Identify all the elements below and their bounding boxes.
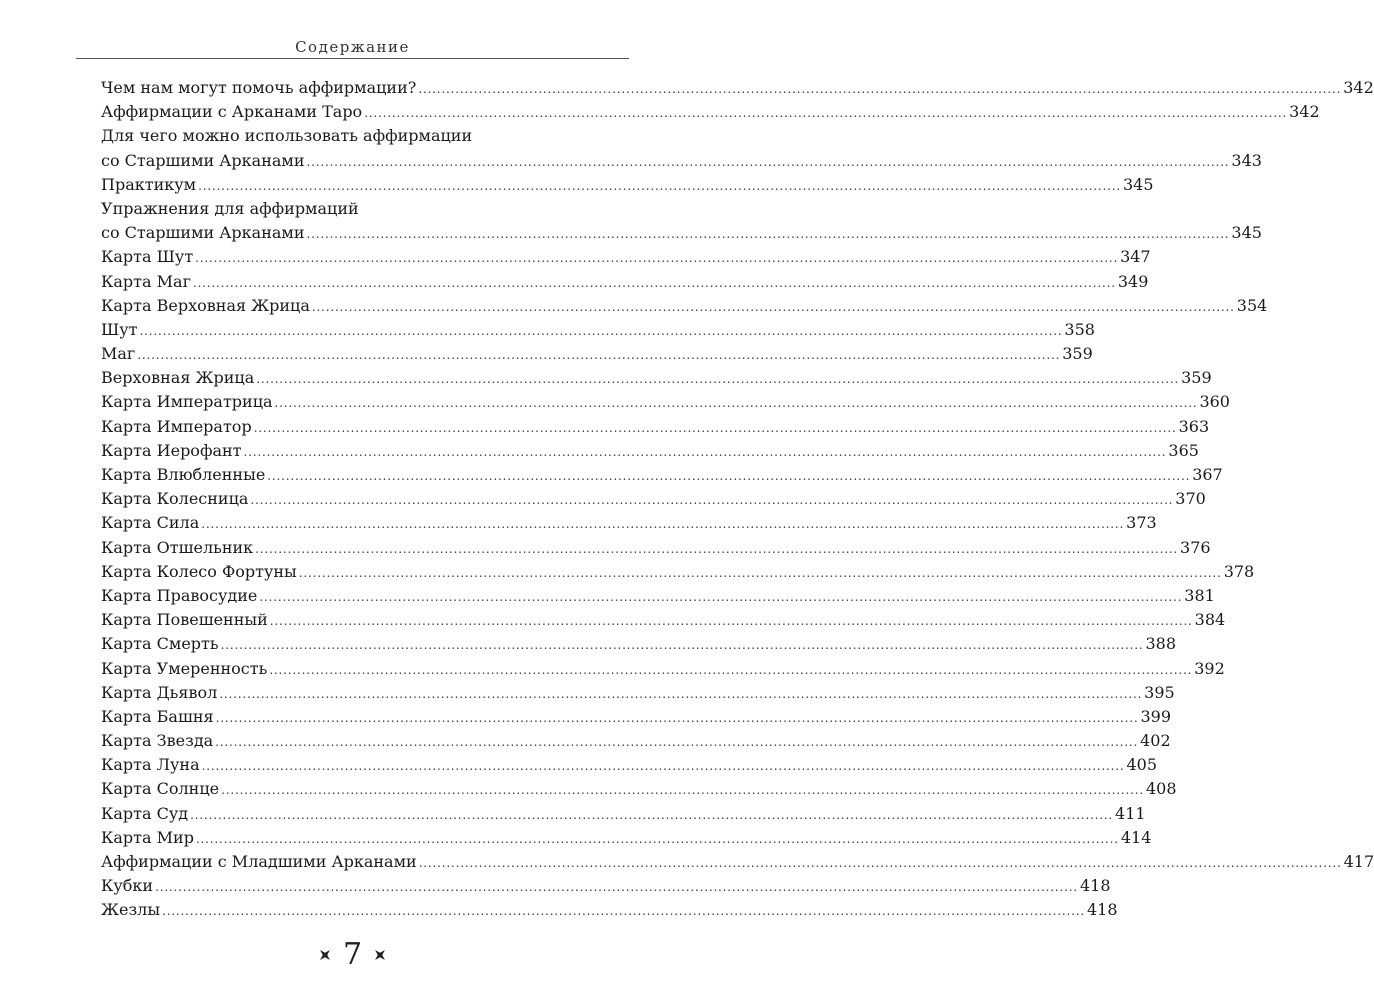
toc-entry-title: Карта Луна [101, 755, 200, 775]
toc-dot-leader: ........................................................................................................................................................................................................ [139, 323, 1063, 338]
toc-dot-leader: ........................................................................................................................................................................................................ [198, 178, 1121, 193]
toc-entry [101, 874, 1111, 898]
toc-entry-title: Карта Влюбленные [101, 465, 266, 484]
toc-dot-leader: ........................................................................................................................................................................................................ [155, 880, 1078, 895]
toc-entry [101, 366, 1212, 390]
toc-entry-continuation [101, 197, 628, 221]
toc-dot-leader: ........................................................................................................................................................................................................ [195, 251, 1119, 266]
toc-entry-title: Практикум [101, 174, 197, 194]
toc-page-number: 399 [1140, 706, 1172, 726]
toc-entry [101, 777, 1177, 801]
toc-dot-leader: ........................................................................................................................................................................................................ [274, 396, 1198, 411]
toc-entry [101, 511, 1157, 535]
toc-page-number: 392 [1194, 658, 1225, 678]
toc-entry [101, 826, 1152, 850]
toc-entry [101, 850, 1374, 874]
toc-page-number: 358 [1064, 319, 1095, 339]
toc-dot-leader: ........................................................................................................................................................................................................ [269, 614, 1193, 629]
toc-dot-leader: ........................................................................................................................................................................................................ [243, 444, 1167, 459]
toc-entry-title: Карта Императрица [101, 392, 273, 412]
toc-page-number: 365 [1168, 440, 1199, 460]
toc-page-number: 345 [1231, 223, 1262, 243]
toc-entry [101, 100, 1320, 124]
toc-dot-leader: ........................................................................................................................................................................................................ [215, 735, 1139, 750]
toc-entry [101, 221, 1262, 245]
toc-page-number: 418 [1079, 876, 1111, 896]
toc-page-number: 343 [1231, 150, 1262, 170]
toc-entry [101, 270, 1149, 294]
ornament-left-icon [318, 948, 332, 962]
toc-page-number: 345 [1123, 174, 1154, 194]
toc-page-number: 395 [1144, 682, 1175, 702]
toc-entry-title: Кубки [101, 876, 154, 896]
toc-dot-leader: ........................................................................................................................................................................................................ [201, 517, 1125, 532]
toc-dot-leader: ........................................................................................................................................................................................................ [364, 106, 1288, 121]
toc-entry [101, 173, 1154, 197]
toc-page-number: 363 [1178, 416, 1210, 436]
toc-entry [101, 584, 1215, 608]
toc-dot-leader: ........................................................................................................................................................................................................ [195, 831, 1119, 846]
toc-page-number: 360 [1199, 392, 1230, 412]
toc-entry-title: Карта Мир [101, 827, 194, 847]
toc-entry [101, 753, 1158, 777]
toc-entry-title: Карта Верховная Жрица [101, 295, 310, 315]
toc-entry [101, 439, 1199, 463]
toc-page-number: 408 [1146, 779, 1177, 799]
toc-entry [101, 632, 1177, 656]
toc-entry-title: Карта Умеренность [101, 658, 268, 678]
toc-dot-leader: ........................................................................................................................................................................................................ [267, 469, 1191, 483]
toc-entry-title: Верховная Жрица [101, 368, 255, 388]
toc-page-number: 384 [1194, 610, 1226, 630]
toc-entry [101, 390, 1230, 414]
toc-dot-leader: ........................................................................................................................................................................................................ [255, 541, 1179, 556]
toc-entry-title: Карта Иерофант [101, 440, 242, 460]
toc-page-number: 417 [1343, 852, 1374, 871]
toc-entry [101, 657, 1225, 681]
toc-entry [101, 294, 1268, 318]
toc-entry [101, 560, 1255, 584]
toc-page-number: 349 [1117, 271, 1149, 291]
toc-entry-title: Карта Император [101, 416, 252, 436]
toc-dot-leader: ........................................................................................................................................................................................................ [192, 275, 1116, 290]
toc-page-number: 342 [1343, 78, 1374, 97]
toc-entry-title: со Старшими Арканами [101, 223, 305, 243]
toc-entry-title: Для чего можно использовать аффирмации [101, 126, 473, 146]
toc-page-number: 373 [1126, 513, 1157, 533]
toc-page-number: 347 [1120, 247, 1151, 267]
toc-dot-leader: ........................................................................................................................................................................................................ [418, 82, 1342, 96]
toc-dot-leader: ........................................................................................................................................................................................................ [220, 638, 1144, 653]
toc-entry-title: Карта Колесо Фортуны [101, 561, 297, 581]
header-divider [76, 58, 629, 59]
toc-entry [101, 245, 1151, 269]
toc-dot-leader: ........................................................................................................................................................................................................ [418, 856, 1342, 870]
toc-page-number: 381 [1184, 585, 1215, 605]
toc-entry-title: Аффирмации с Младшими Арканами [101, 852, 417, 871]
toc-page-number: 367 [1192, 465, 1223, 484]
toc-entry-title: Карта Башня [101, 706, 214, 726]
toc-dot-leader: ........................................................................................................................................................................................................ [298, 565, 1222, 580]
toc-entry-title: Аффирмации с Арканами Таро [101, 102, 363, 122]
toc-page-number: 402 [1140, 731, 1171, 751]
toc-dot-leader: ........................................................................................................................................................................................................ [306, 154, 1230, 169]
toc-page-number: 359 [1062, 344, 1093, 364]
toc-entry-title: Карта Колесница [101, 489, 249, 509]
toc-entry-title: Упражнения для аффирмаций [101, 198, 359, 218]
toc-page-number: 354 [1236, 295, 1268, 315]
toc-entry [101, 802, 1146, 826]
ornament-right-icon [373, 948, 387, 962]
toc-entry-title: Карта Звезда [101, 731, 214, 751]
toc-page-number: 418 [1086, 900, 1118, 920]
table-of-contents [101, 76, 1374, 923]
toc-dot-leader: ........................................................................................................................................................................................................ [215, 710, 1139, 725]
toc-entry-title: Карта Маг [101, 271, 191, 291]
toc-entry [101, 342, 1093, 366]
toc-entry [101, 318, 1095, 342]
toc-entry [101, 463, 1223, 487]
toc-dot-leader: ........................................................................................................................................................................................................ [137, 348, 1061, 363]
toc-dot-leader: ........................................................................................................................................................................................................ [221, 783, 1144, 798]
toc-page-number: 405 [1126, 755, 1158, 775]
toc-dot-leader: ........................................................................................................................................................................................................ [162, 904, 1085, 919]
toc-entry-title: Карта Отшельник [101, 537, 254, 557]
page-footer [0, 937, 705, 972]
toc-entry [101, 487, 1206, 511]
toc-entry-title: Карта Сила [101, 513, 200, 533]
toc-entry-title: Карта Дьявол [101, 682, 218, 702]
toc-dot-leader: ........................................................................................................................................................................................................ [259, 589, 1183, 604]
toc-dot-leader: ........................................................................................................................................................................................................ [253, 420, 1177, 435]
toc-dot-leader: ........................................................................................................................................................................................................ [219, 686, 1143, 701]
toc-entry [101, 415, 1210, 439]
toc-page-number: 359 [1181, 368, 1212, 388]
toc-entry-title: Маг [101, 344, 136, 364]
toc-entry [101, 898, 1118, 922]
toc-entry-title: Жезлы [101, 900, 161, 920]
toc-entry [101, 608, 1226, 632]
toc-entry-title: Чем нам могут помочь аффирмации? [101, 78, 417, 97]
toc-entry-title: Карта Смерть [101, 634, 219, 654]
toc-entry [101, 536, 1211, 560]
toc-page-number: 342 [1289, 102, 1320, 122]
toc-entry-title: Карта Солнце [101, 779, 220, 799]
toc-entry [101, 149, 1262, 173]
toc-page-number: 388 [1145, 634, 1177, 654]
toc-page-number: 376 [1180, 537, 1211, 557]
toc-entry-continuation [101, 124, 628, 148]
toc-entry-title: Карта Повешенный [101, 610, 268, 630]
toc-page-number: 411 [1115, 803, 1146, 823]
toc-page-number: 378 [1223, 561, 1255, 581]
toc-dot-leader: ........................................................................................................................................................................................................ [311, 299, 1235, 314]
toc-page-number: 370 [1175, 489, 1206, 509]
toc-dot-leader: ........................................................................................................................................................................................................ [190, 807, 1114, 822]
toc-dot-leader: ........................................................................................................................................................................................................ [306, 227, 1230, 242]
toc-page-number: 414 [1120, 827, 1152, 847]
toc-dot-leader: ........................................................................................................................................................................................................ [201, 759, 1125, 774]
toc-entry-title: со Старшими Арканами [101, 150, 305, 170]
toc-entry [101, 681, 1175, 705]
page-number: 7 [342, 937, 363, 972]
toc-entry-title: Карта Шут [101, 247, 194, 267]
running-header-title: Содержание [295, 38, 410, 56]
toc-entry-title: Карта Правосудие [101, 585, 258, 605]
toc-dot-leader: ........................................................................................................................................................................................................ [250, 493, 1174, 508]
toc-entry [101, 76, 1374, 100]
toc-dot-leader: ........................................................................................................................................................................................................ [269, 662, 1193, 677]
toc-entry [101, 729, 1171, 753]
toc-entry [101, 705, 1172, 729]
toc-entry-title: Шут [101, 319, 138, 339]
toc-dot-leader: ........................................................................................................................................................................................................ [256, 372, 1180, 387]
toc-entry-title: Карта Суд [101, 803, 189, 823]
